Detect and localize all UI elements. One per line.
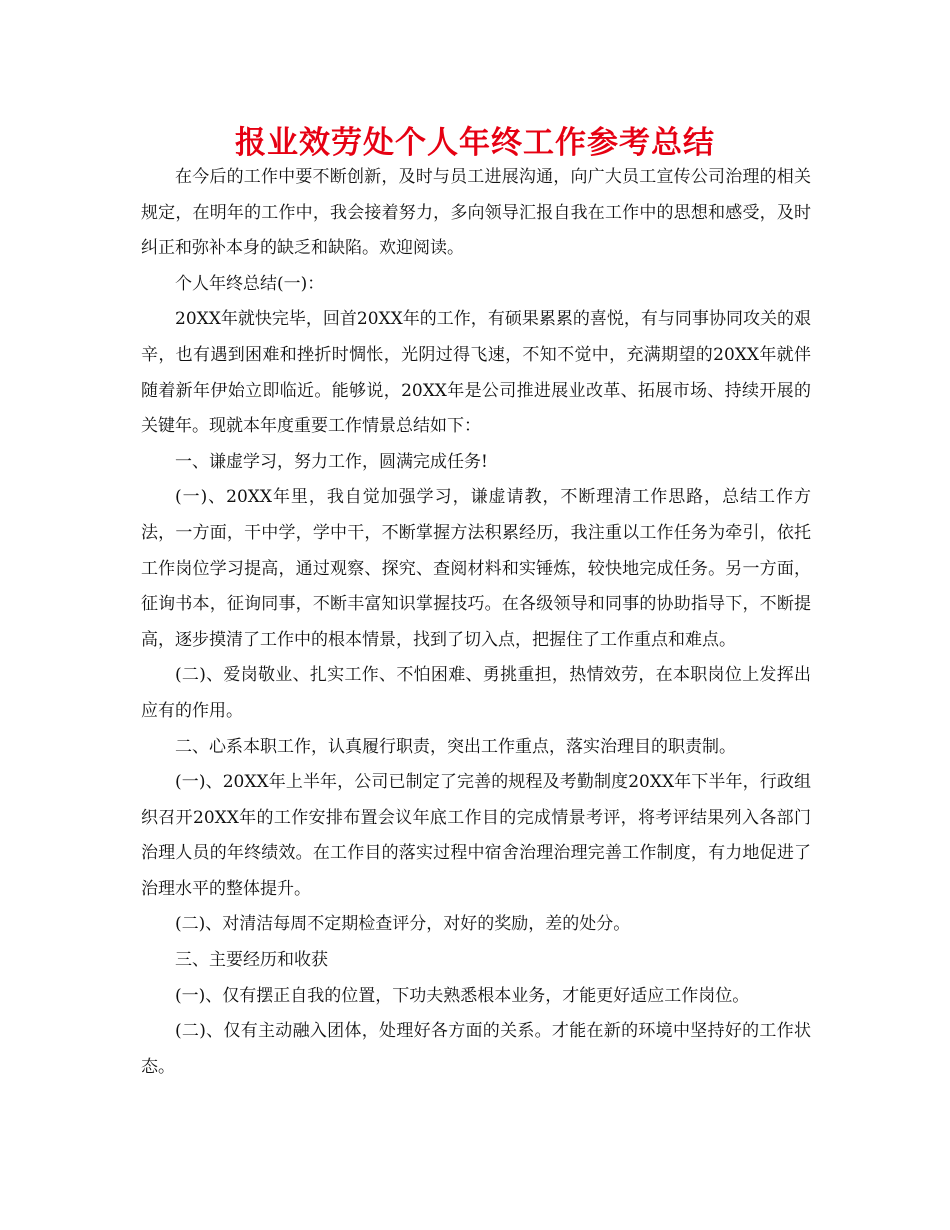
- document-body: [141, 160, 811, 1085]
- body-paragraph: (二)、仅有主动融入团体，处理好各方面的关系。才能在新的环境中坚持好的工作状态。: [141, 1021, 811, 1077]
- body-paragraph: (二)、爱岗敬业、扎实工作、不怕困难、勇挑重担，热情效劳，在本职岗位上发挥出应有的作用。: [141, 665, 811, 721]
- body-paragraph: 20XX年就快完毕，回首20XX年的工作，有硕果累累的喜悦，有与同事协同攻关的艰辛，也有遇到困难和挫折时惆怅，光阴过得飞速，不知不觉中，充满期望的20XX年就伴随着新年伊始立即临近。能够说，20XX年是公司推进展业改革、拓展市场、持续开展的关键年。现就本年度重要工作情景总结如下：: [141, 309, 811, 437]
- body-paragraph: (二)、对清洁每周不定期检查评分，对好的奖励，差的处分。: [175, 914, 631, 935]
- section-heading-three: 三、主要经历和收获: [175, 950, 328, 971]
- section-heading-two: 二、心系本职工作，认真履行职责，突出工作重点，落实治理目的职责制。: [175, 736, 736, 757]
- document-title: 报业效劳处个人年终工作参考总结: [235, 125, 715, 161]
- body-paragraph: (一)、20XX年里，我自觉加强学习，谦虚请教，不断理清工作思路，总结工作方法，一方面，干中学，学中干，不断掌握方法积累经历，我注重以工作任务为牵引，依托工作岗位学习提高，通过观察、探究、查阅材料和实锤炼，较快地完成任务。另一方面，征询书本，征询同事，不断丰富知识掌握技巧。在各级领导和同事的协助指导下，不断提高，逐步摸清了工作中的根本情景，找到了切入点，把握住了工作重点和难点。: [141, 487, 811, 650]
- section-heading-summary-one: 个人年终总结(一)：: [175, 273, 325, 294]
- body-paragraph: (一)、仅有摆正自我的位置，下功夫熟悉根本业务，才能更好适应工作岗位。: [175, 985, 750, 1006]
- body-paragraph: (一)、20XX年上半年，公司已制定了完善的规程及考勤制度20XX年下半年，行政组织召开20XX年的工作安排布置会议年底工作目的完成情景考评，将考评结果列入各部门治理人员的年终绩效。在工作目的落实过程中宿舍治理治理完善工作制度，有力地促进了治理水平的整体提升。: [141, 772, 811, 899]
- section-heading-one: 一、谦虚学习，努力工作，圆满完成任务!: [175, 451, 488, 472]
- intro-paragraph: 在今后的工作中要不断创新，及时与员工进展沟通，向广大员工宣传公司治理的相关规定，在明年的工作中，我会接着努力，多向领导汇报自我在工作中的思想和感受，及时纠正和弥补本身的缺乏和缺陷。欢迎阅读。: [141, 167, 811, 259]
